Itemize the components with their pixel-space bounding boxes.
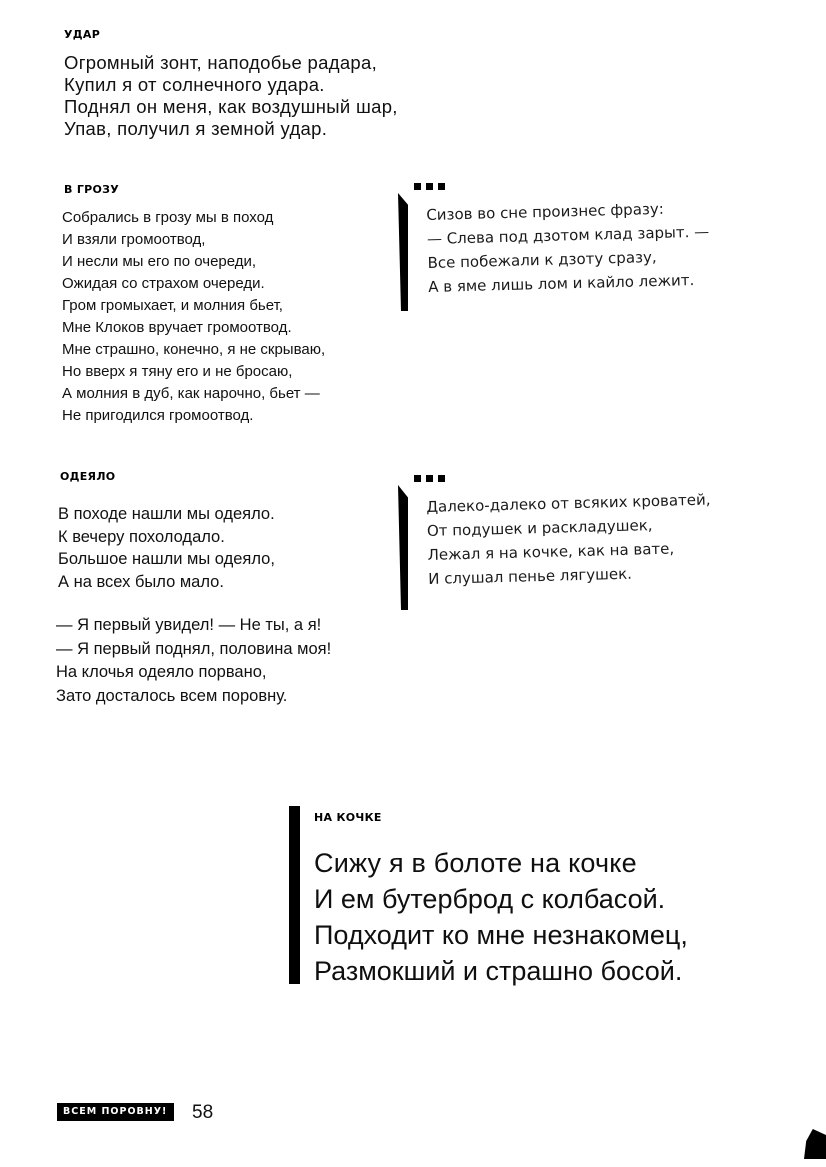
poem-odeyalo-stanza-1: [58, 503, 275, 593]
poem-line: Размокший и страшно босой.: [314, 956, 683, 986]
poem-line: — Слева под дзотом клад зарыт. —: [426, 222, 710, 248]
poem-line: Но вверх я тяну его и не бросаю,: [62, 363, 293, 380]
poem-line: Зато досталось всем поровну.: [56, 686, 288, 705]
poem-line: Не пригодился громоотвод.: [62, 407, 254, 424]
poem-daleko-text: [426, 488, 713, 591]
poem-line: И взяли громоотвод,: [62, 231, 206, 248]
decorative-dots: [414, 183, 445, 190]
poem-line: Сижу я в болоте на кочке: [314, 848, 637, 878]
poem-line: Гром громыхает, и молния бьет,: [62, 297, 283, 314]
poem-line: В походе нашли мы одеяло.: [58, 505, 275, 523]
footer-book-title: ВСЕМ ПОРОВНУ!: [57, 1103, 174, 1121]
poem-sizov-text: [426, 196, 711, 299]
poem-line: Упав, получил я земной удар.: [64, 118, 328, 139]
page-number: 58: [192, 1102, 214, 1123]
poem-line: Мне страшно, конечно, я не скрываю,: [62, 341, 326, 358]
poem-line: К вечеру похолодало.: [58, 527, 225, 546]
decorative-bar: [398, 485, 408, 610]
poem-line: На клочья одеяло порвано,: [56, 663, 267, 681]
poem-heading-kochka: НА КОЧКЕ: [314, 811, 382, 824]
poem-line: Лежал я на кочке, как на вате,: [427, 539, 675, 564]
poem-kochka: [314, 845, 688, 989]
poem-line: Далеко-далеко от всяких кроватей,: [426, 490, 711, 516]
poem-heading-udar: УДАР: [64, 28, 101, 41]
poem-line: Собрались в грозу мы в поход: [62, 209, 274, 226]
poem-line: — Я первый поднял, половина моя!: [56, 639, 332, 658]
poem-line: Купил я от солнечного удара.: [64, 74, 325, 95]
poem-heading-groza: В ГРОЗУ: [64, 183, 120, 196]
poem-line: Ожидая со страхом очереди.: [62, 275, 265, 292]
decorative-bar: [289, 806, 300, 984]
poem-line: Подходит ко мне незнакомец,: [314, 920, 688, 950]
poem-odeyalo-stanza-2: [56, 614, 331, 708]
poem-line: А молния в дуб, как нарочно, бьет —: [62, 385, 320, 402]
poem-line: А на всех было мало.: [58, 572, 224, 591]
poem-line: А в яме лишь лом и кайло лежит.: [427, 271, 695, 296]
poem-daleko: [398, 475, 778, 610]
poem-line: Мне Клоков вручает громоотвод.: [62, 319, 292, 336]
poem-line: Все побежали к дзоту сразу,: [427, 247, 657, 272]
page-corner-mark: [804, 1129, 826, 1159]
poem-sizov: [398, 183, 778, 313]
poem-line: И ем бутерброд с колбасой.: [314, 884, 666, 914]
poem-line: — Я первый увидел! — Не ты, а я!: [56, 616, 322, 634]
poem-line: И слушал пенье лягушек.: [427, 564, 633, 588]
poem-line: Большое нашли мы одеяло,: [58, 550, 275, 568]
poem-groza: [62, 207, 325, 427]
poem-line: Огромный зонт, наподобье радара,: [64, 52, 378, 73]
poem-heading-odeyalo: ОДЕЯЛО: [60, 470, 116, 483]
poem-line: И несли мы его по очереди,: [62, 253, 257, 270]
poem-udar: [64, 52, 398, 140]
decorative-bar: [398, 193, 408, 311]
poem-line: Сизов во сне произнес фразу:: [426, 199, 665, 224]
poem-line: Поднял он меня, как воздушный шар,: [64, 96, 398, 117]
poem-line: От подушек и раскладушек,: [426, 516, 653, 540]
decorative-dots: [414, 475, 445, 482]
